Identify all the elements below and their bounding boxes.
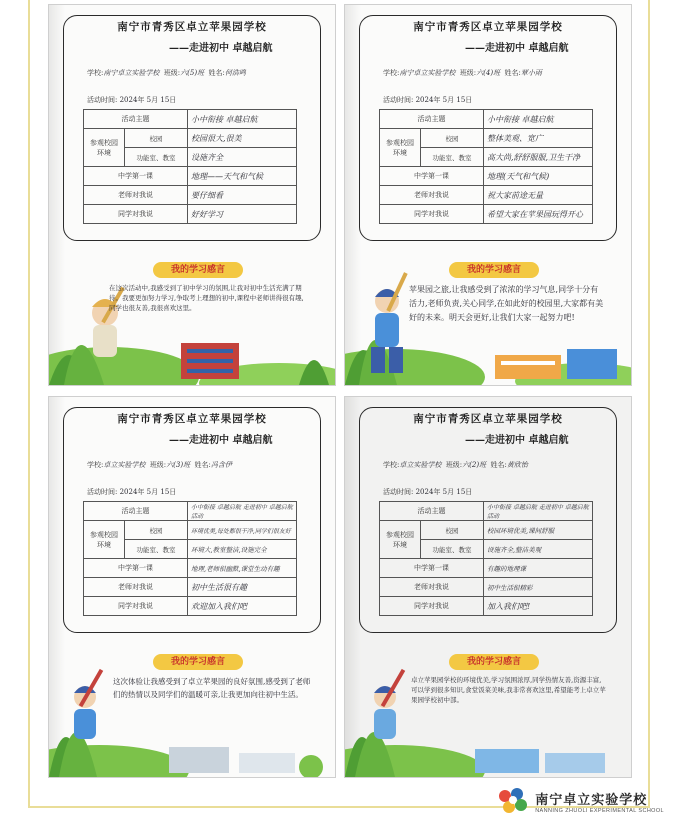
reflection-banner: 我的学习感言 — [449, 262, 539, 278]
table-row — [84, 205, 297, 224]
student-info — [87, 68, 246, 78]
school-label: 学校: — [87, 461, 104, 469]
peer-label: 同学对我说 — [84, 597, 188, 616]
name-value: 黄欣怡 — [506, 461, 528, 469]
table-row — [380, 578, 593, 597]
day-label: 日 — [465, 488, 473, 496]
lesson-label: 中学第一课 — [380, 167, 484, 186]
motto: ——走进初中 卓越启航 — [169, 43, 273, 54]
teacher-label: 老师对我说 — [380, 578, 484, 597]
activity-table — [83, 109, 297, 224]
table-row — [84, 186, 297, 205]
rooms-label: 功能室、教室 — [421, 540, 484, 559]
campus-value: 校园很大,很美 — [188, 129, 297, 148]
date-label: 活动时间: — [87, 96, 118, 104]
day-label: 日 — [169, 96, 177, 104]
month-label: 月 — [447, 488, 455, 496]
date-label: 活动时间: — [383, 96, 414, 104]
name-label: 姓名: — [490, 461, 507, 469]
campus-value: 环境优美,每处都很干净,同学们很友好 — [188, 521, 297, 540]
class-value: 六(3)班 — [166, 461, 191, 469]
name-label: 姓名: — [208, 69, 225, 77]
day-value: 15 — [160, 96, 170, 104]
env-label: 参观校园环境 — [380, 129, 421, 167]
theme-value: 小中衔接 卓越启航 — [188, 110, 297, 129]
motto: ——走进初中 卓越启航 — [465, 435, 569, 446]
teacher-value: 初中生活很精彩 — [484, 578, 593, 597]
school-title: 南宁市青秀区卓立苹果园学校 — [117, 413, 267, 425]
table-row — [380, 559, 593, 578]
activity-table — [379, 109, 593, 224]
peer-value: 好好学习 — [188, 205, 297, 224]
peer-value: 加入我们吧! — [484, 597, 593, 616]
table-row — [84, 521, 297, 540]
school-label: 学校: — [383, 69, 400, 77]
motto: ——走进初中 卓越启航 — [465, 43, 569, 54]
lesson-value: 地理(天气和气候) — [484, 167, 593, 186]
table-row — [84, 578, 297, 597]
school-value: 南宁卓立实验学校 — [399, 69, 456, 77]
table-row — [84, 502, 297, 521]
table-row — [380, 205, 593, 224]
class-value: 六(2)班 — [462, 461, 487, 469]
year-value: 2024 — [415, 488, 434, 496]
school-title: 南宁市青秀区卓立苹果园学校 — [413, 413, 563, 425]
class-value: 六(5)班 — [180, 69, 205, 77]
campus-value: 整体美观、宽广 — [484, 129, 593, 148]
name-label: 姓名: — [504, 69, 521, 77]
rooms-value: 高大尚,舒舒服服,卫生干净 — [484, 148, 593, 167]
day-label: 日 — [465, 96, 473, 104]
peer-label: 同学对我说 — [380, 205, 484, 224]
campus-value: 校园环境优美,课间舒服 — [484, 521, 593, 540]
year-label: 年 — [433, 488, 441, 496]
year-label: 年 — [433, 96, 441, 104]
school-value: 南宁卓立实验学校 — [103, 69, 160, 77]
worksheet-photo-2 — [344, 4, 632, 386]
table-row — [84, 597, 297, 616]
env-label: 参观校园环境 — [380, 521, 421, 559]
rooms-label: 功能室、教室 — [421, 148, 484, 167]
class-label: 班级: — [149, 461, 167, 469]
year-label: 年 — [137, 488, 145, 496]
date-label: 活动时间: — [383, 488, 414, 496]
theme-value: 小中衔接 卓越启航 走进初中 卓越启航活动 — [188, 502, 297, 521]
teacher-value: 要仔细看 — [188, 186, 297, 205]
reflection-banner: 我的学习感言 — [153, 262, 243, 278]
table-row — [380, 129, 593, 148]
theme-value: 小中衔接 卓越启航 — [484, 110, 593, 129]
table-row — [380, 167, 593, 186]
rooms-label: 功能室、教室 — [125, 540, 188, 559]
activity-date — [87, 95, 176, 105]
table-row — [84, 129, 297, 148]
table-row — [84, 110, 297, 129]
month-value: 5 — [146, 488, 152, 496]
day-value: 15 — [456, 96, 466, 104]
student-info — [87, 460, 232, 470]
teacher-label: 老师对我说 — [380, 186, 484, 205]
month-value: 5 — [442, 488, 448, 496]
peer-value: 欢迎加入我们吧 — [188, 597, 297, 616]
campus-label: 校园 — [125, 129, 188, 148]
theme-label: 活动主题 — [380, 502, 484, 521]
worksheet-photo-4 — [344, 396, 632, 778]
student-info — [383, 460, 528, 470]
teacher-value: 祝大家前途无量 — [484, 186, 593, 205]
month-value: 5 — [146, 96, 152, 104]
activity-date — [383, 95, 472, 105]
school-label: 学校: — [87, 69, 104, 77]
lesson-label: 中学第一课 — [380, 559, 484, 578]
class-label: 班级: — [459, 69, 477, 77]
rooms-label: 功能室、教室 — [125, 148, 188, 167]
teacher-label: 老师对我说 — [84, 578, 188, 597]
activity-table — [83, 501, 297, 616]
peer-label: 同学对我说 — [380, 597, 484, 616]
year-value: 2024 — [119, 96, 138, 104]
table-row — [380, 521, 593, 540]
lesson-value: 有趣的地理课 — [484, 559, 593, 578]
lesson-value: 地理,老师很幽默,课堂生动有趣 — [188, 559, 297, 578]
activity-date — [383, 487, 472, 497]
date-label: 活动时间: — [87, 488, 118, 496]
reflection-text: 在这次活动中,我感受到了初中学习的氛围,让我对初中生活充满了期待。我要更加努力学习,争取考上理想的初中,课程中老师讲得很有趣,同学也很友善,我很喜欢这里。 — [109, 284, 304, 312]
peer-value: 希望大家在苹果园玩得开心 — [484, 205, 593, 224]
campus-label: 校园 — [421, 521, 484, 540]
reflection-text: 这次体验让我感受到了卓立苹果园的良好氛围,感受到了老师们的热情以及同学们的温暖可亲,让我更加向往初中生活。 — [113, 677, 311, 699]
reflection-text: 苹果园之旅,让我感受到了浓浓的学习气息,同学十分有活力,老师负责,关心同学,在如此好的校园里,大家都有美好的未来。明天会更好,让我们大家一起努力吧! — [409, 285, 604, 322]
logo-chinese-name: 南宁卓立实验学校 — [535, 792, 648, 808]
lesson-label: 中学第一课 — [84, 167, 188, 186]
theme-label: 活动主题 — [380, 110, 484, 129]
lesson-value: 地理——天气和气候 — [188, 167, 297, 186]
worksheet-photo-3 — [48, 396, 336, 778]
reflection-banner: 我的学习感言 — [449, 654, 539, 670]
campus-label: 校园 — [421, 129, 484, 148]
day-value: 15 — [160, 488, 170, 496]
class-label: 班级: — [163, 69, 181, 77]
school-label: 学校: — [383, 461, 400, 469]
logo-english-name: NANNING ZHUOLI EXPERIMENTAL SCHOOL — [535, 807, 664, 814]
day-value: 15 — [456, 488, 466, 496]
school-value: 卓立实验学校 — [103, 461, 146, 469]
name-value: 何浩鸣 — [224, 69, 246, 77]
motto: ——走进初中 卓越启航 — [169, 435, 273, 446]
name-value: 冯含伊 — [210, 461, 232, 469]
table-row — [380, 502, 593, 521]
school-title: 南宁市青秀区卓立苹果园学校 — [117, 21, 267, 33]
worksheet-photo-1 — [48, 4, 336, 386]
reflection-text: 卓立苹果园学校的环境优美,学习氛围浓厚,同学热情友善,资源丰富,可以学到很多知识,食堂饭菜美味,我非常喜欢这里,希望能考上卓立苹果园学校初中部。 — [411, 676, 606, 704]
reflection-banner: 我的学习感言 — [153, 654, 243, 670]
class-value: 六(4)班 — [476, 69, 501, 77]
rooms-value: 设施齐全 — [188, 148, 297, 167]
name-label: 姓名: — [194, 461, 211, 469]
school-logo — [495, 786, 664, 816]
month-label: 月 — [151, 488, 159, 496]
year-value: 2024 — [119, 488, 138, 496]
campus-label: 校园 — [125, 521, 188, 540]
rooms-value: 设施齐全,整洁美观 — [484, 540, 593, 559]
month-label: 月 — [151, 96, 159, 104]
lesson-label: 中学第一课 — [84, 559, 188, 578]
table-row — [380, 110, 593, 129]
theme-value: 小中衔接 卓越启航 走进初中 卓越启航活动 — [484, 502, 593, 521]
table-row — [380, 186, 593, 205]
table-row — [380, 597, 593, 616]
theme-label: 活动主题 — [84, 110, 188, 129]
school-value: 卓立实验学校 — [399, 461, 442, 469]
rooms-value: 环境大,教室整洁,设施完全 — [188, 540, 297, 559]
year-label: 年 — [137, 96, 145, 104]
month-value: 5 — [442, 96, 448, 104]
school-title: 南宁市青秀区卓立苹果园学校 — [413, 21, 563, 33]
table-row — [84, 559, 297, 578]
env-label: 参观校园环境 — [84, 129, 125, 167]
activity-date — [87, 487, 176, 497]
peer-label: 同学对我说 — [84, 205, 188, 224]
activity-table — [379, 501, 593, 616]
student-info — [383, 68, 542, 78]
month-label: 月 — [447, 96, 455, 104]
school-logo-icon — [495, 786, 529, 816]
table-row — [84, 167, 297, 186]
env-label: 参观校园环境 — [84, 521, 125, 559]
name-value: 覃小雨 — [520, 69, 542, 77]
teacher-value: 初中生活很有趣 — [188, 578, 297, 597]
year-value: 2024 — [415, 96, 434, 104]
teacher-label: 老师对我说 — [84, 186, 188, 205]
theme-label: 活动主题 — [84, 502, 188, 521]
class-label: 班级: — [445, 461, 463, 469]
day-label: 日 — [169, 488, 177, 496]
